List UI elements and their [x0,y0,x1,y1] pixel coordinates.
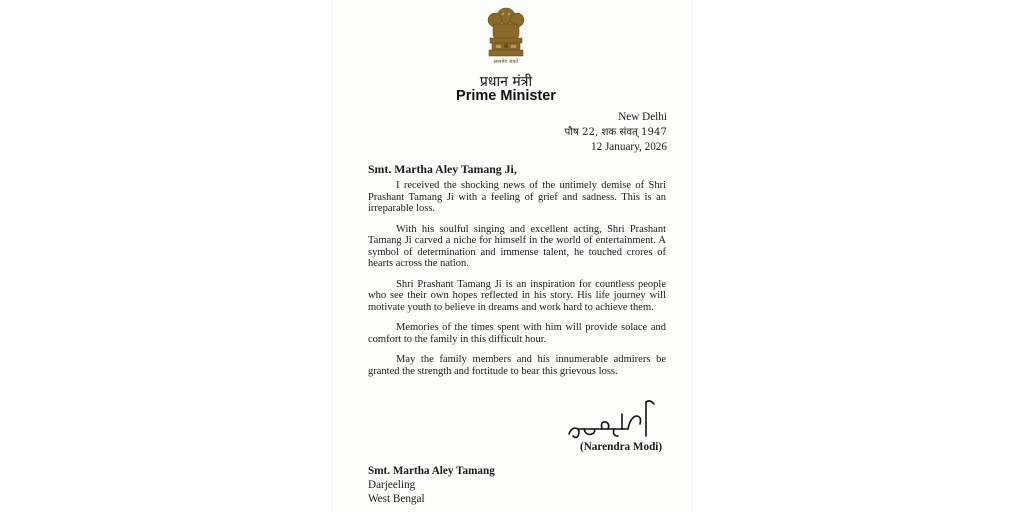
office-title-english: Prime Minister [456,88,556,104]
emblem-motto: सत्यमेव जयते [493,59,519,65]
office-title-hindi: प्रधान मंत्री [479,74,533,90]
signatory-name: (Narendra Modi) [580,441,663,453]
addressee-block [368,464,495,506]
national-emblem-icon [484,6,528,58]
paragraph: Shri Prashant Tamang Ji is an inspiration for countless people who see their own hopes reflected in his story. His life journey will motivate youth to believe in dreams and work hard to achieve them. [368,278,666,313]
handwritten-signature [566,396,666,442]
letter-body [368,180,666,386]
addressee-line1: Darjeeling [368,479,416,491]
saka-date: पौष 22, शक संवत् 1947 [564,127,667,138]
dateline [564,110,667,155]
addressee-line2: West Bengal [368,493,425,505]
salutation: Smt. Martha Aley Tamang Ji, [368,162,517,176]
paragraph: With his soulful singing and excellent acting, Shri Prashant Tamang Ji carved a niche for himself in the world of entertainment. A symbol of determination and immense talent, he touched crores of hearts across the nation. [368,223,666,269]
gregorian-date: 12 January, 2026 [590,141,667,153]
paragraph: Memories of the times spent with him will provide solace and comfort to the family in this difficult hour. [368,322,666,345]
place: New Delhi [618,111,667,123]
paragraph: May the family members and his innumerable admirers be granted the strength and fortitude to bear this grievous loss. [368,354,666,377]
paragraph: I received the shocking news of the untimely demise of Shri Prashant Tamang Ji with a feeling of grief and sadness. This is an irreparable loss. [368,180,666,214]
addressee-name: Smt. Martha Aley Tamang [368,465,495,477]
